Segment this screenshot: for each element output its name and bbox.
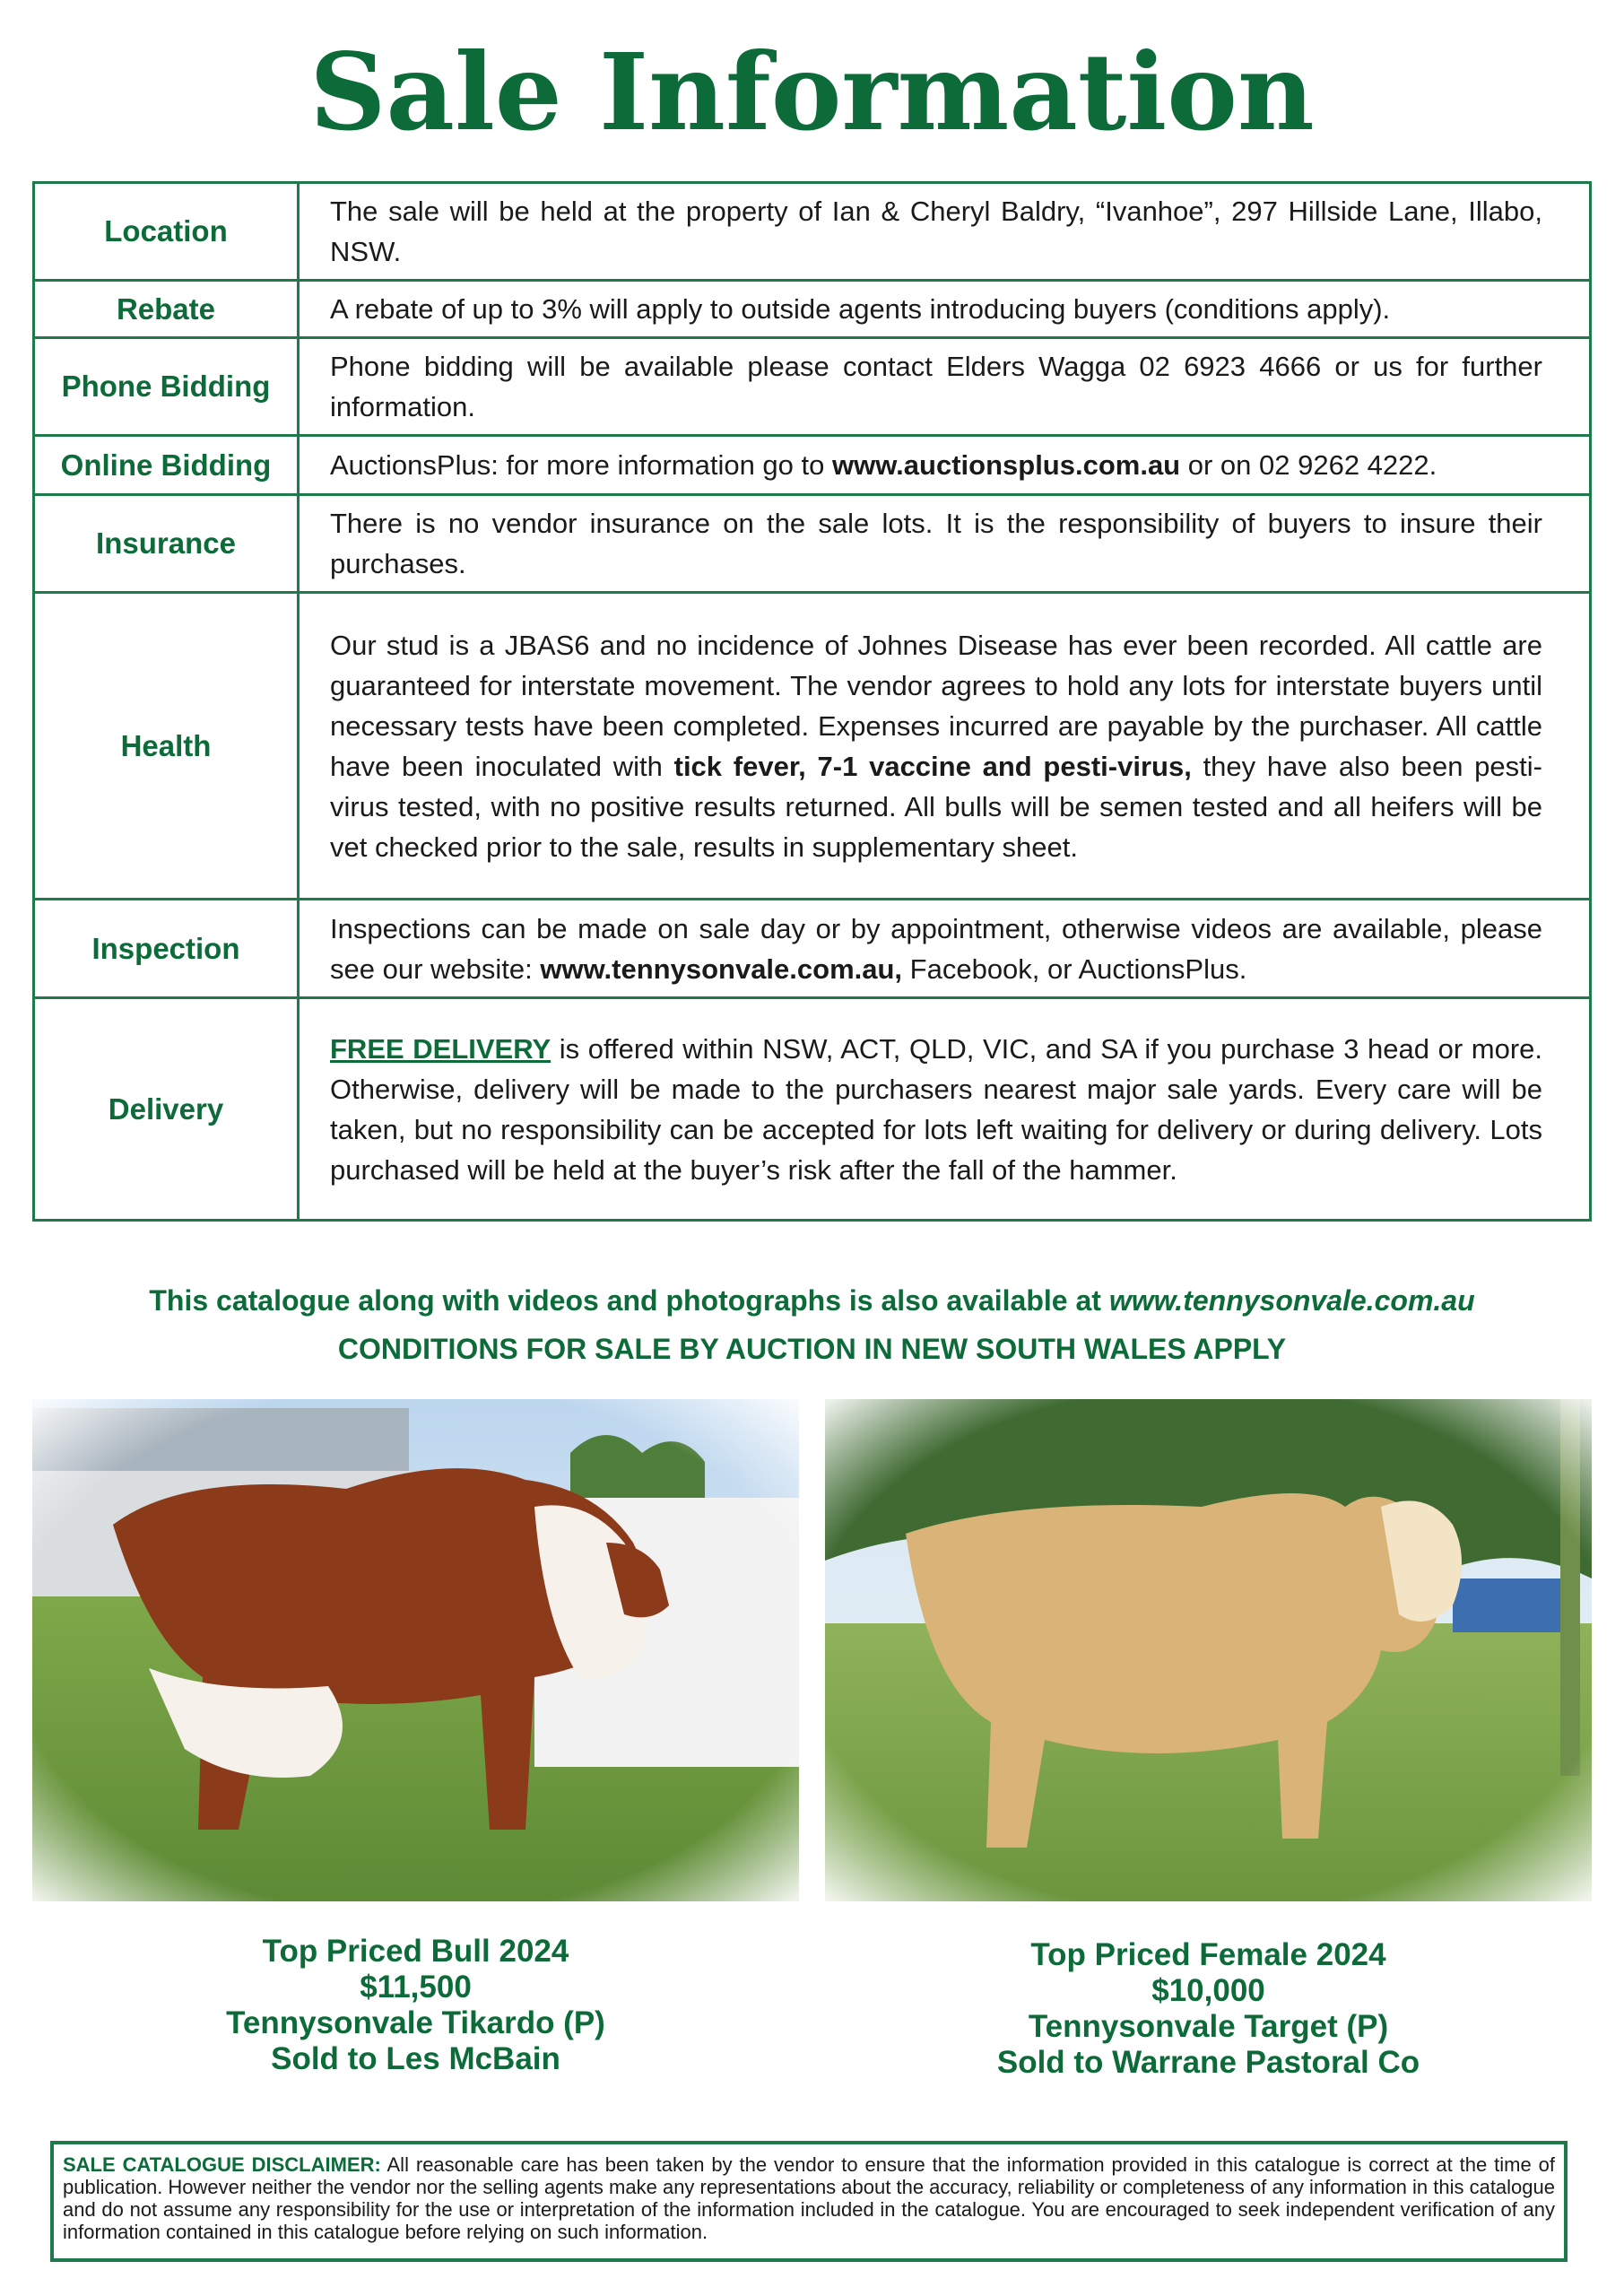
- text-part: Facebook, or AuctionsPlus.: [902, 952, 1247, 985]
- row-text: [299, 998, 1591, 1221]
- row-label: Delivery: [34, 998, 299, 1221]
- text-bold: tick fever, 7-1 vaccine and pesti-virus,: [673, 750, 1192, 782]
- disclaimer-heading: SALE CATALOGUE DISCLAIMER:: [63, 2153, 381, 2176]
- row-insurance: [34, 495, 1591, 593]
- row-text: [299, 436, 1591, 495]
- disclaimer-text: All reasonable care has been taken by the vendor to ensure that the information provided in this catalogue is correct at the time of publication. However neither the vendor nor the selling agents make any representations about the accuracy, reliability or completeness of any information in this catalogue and do not assume any responsibility for the use or interpretation of the information included in the catalogue. You are encouraged to seek independent verification of any information contained in this catalogue before relying on such information.: [63, 2153, 1555, 2243]
- row-label: Health: [34, 593, 299, 900]
- caption-line: Sold to Warrane Pastoral Co: [996, 2045, 1420, 2080]
- bull-photo: [32, 1399, 799, 1901]
- row-text: [299, 900, 1591, 998]
- row-label: Location: [34, 183, 299, 281]
- row-label: Rebate: [34, 281, 299, 338]
- row-online-bidding: [34, 436, 1591, 495]
- caption-line: Top Priced Bull 2024: [262, 1934, 569, 1969]
- row-text: There is no vendor insurance on the sale lots. It is the responsibility of buyers to insure their purchases.: [299, 495, 1591, 593]
- female-caption: [825, 1937, 1592, 2081]
- row-text: The sale will be held at the property of Ian & Cheryl Baldry, “Ivanhoe”, 297 Hillside Lane, Illabo, NSW.: [299, 183, 1591, 281]
- caption-line: $10,000: [1151, 1973, 1265, 2008]
- auctionsplus-link[interactable]: www.auctionsplus.com.au: [831, 449, 1181, 481]
- note-url[interactable]: www.tennysonvale.com.au: [1108, 1284, 1475, 1317]
- row-delivery: [34, 998, 1591, 1221]
- caption-line: Tennysonvale Target (P): [1028, 2009, 1389, 2044]
- row-label: Online Bidding: [34, 436, 299, 495]
- note-text: This catalogue along with videos and photographs is also available at: [149, 1284, 1109, 1317]
- row-inspection: [34, 900, 1591, 998]
- caption-line: Sold to Les McBain: [271, 2041, 560, 2076]
- row-label: Insurance: [34, 495, 299, 593]
- female-photo: [825, 1399, 1592, 1901]
- caption-line: $11,500: [360, 1970, 472, 2005]
- row-rebate: [34, 281, 1591, 338]
- text-part: or on 02 9262 4222.: [1180, 449, 1437, 481]
- row-text: Phone bidding will be available please contact Elders Wagga 02 6923 4666 or us for further information.: [299, 338, 1591, 436]
- disclaimer-box: [50, 2141, 1568, 2262]
- caption-line: Top Priced Female 2024: [1030, 1937, 1386, 1972]
- page-title: Sale Information: [309, 30, 1315, 154]
- row-location: [34, 183, 1591, 281]
- bull-caption: [32, 1934, 799, 2077]
- row-text: [299, 593, 1591, 900]
- row-label: Inspection: [34, 900, 299, 998]
- text-part: is offered within NSW, ACT, QLD, VIC, and SA if you purchase 3 head or more. Otherwise, delivery will be made to the purchasers nearest major sale yards. Every care will be taken, but no responsibility can be accepted for lots left waiting for delivery or during delivery. Lots purchased will be held at the buyer’s risk after the fall of the hammer.: [330, 1032, 1542, 1186]
- website-link[interactable]: www.tennysonvale.com.au,: [540, 952, 903, 985]
- text-part: Our stud is a JBAS6 and no incidence of Johnes Disease has ever been recorded. All cattle are guaranteed for interstate movement. The vendor agrees to hold any lots for interstate buyers until necessary tests have been completed. Expenses incurred are payable by the purchaser. All cattle have been inoculated with: [330, 629, 1542, 782]
- text-part: Inspections can be made on sale day or by appointment, otherwise videos are available, please see our website:: [330, 912, 1542, 985]
- sale-info-table: [32, 181, 1592, 1222]
- text-part: they have also been pesti-virus tested, with no positive results returned. All bulls will be semen tested and all heifers will be vet checked prior to the sale, results in supplementary sheet.: [330, 750, 1542, 863]
- catalogue-note: [0, 1283, 1624, 1318]
- row-text: A rebate of up to 3% will apply to outside agents introducing buyers (conditions apply).: [299, 281, 1591, 338]
- row-health: [34, 593, 1591, 900]
- row-phone-bidding: [34, 338, 1591, 436]
- text-part: AuctionsPlus: for more information go to: [330, 449, 832, 481]
- conditions-note: CONDITIONS FOR SALE BY AUCTION IN NEW SOUTH WALES APPLY: [337, 1333, 1287, 1365]
- caption-line: Tennysonvale Tikardo (P): [226, 2005, 605, 2040]
- free-delivery-text: FREE DELIVERY: [330, 1032, 551, 1065]
- row-label: Phone Bidding: [34, 338, 299, 436]
